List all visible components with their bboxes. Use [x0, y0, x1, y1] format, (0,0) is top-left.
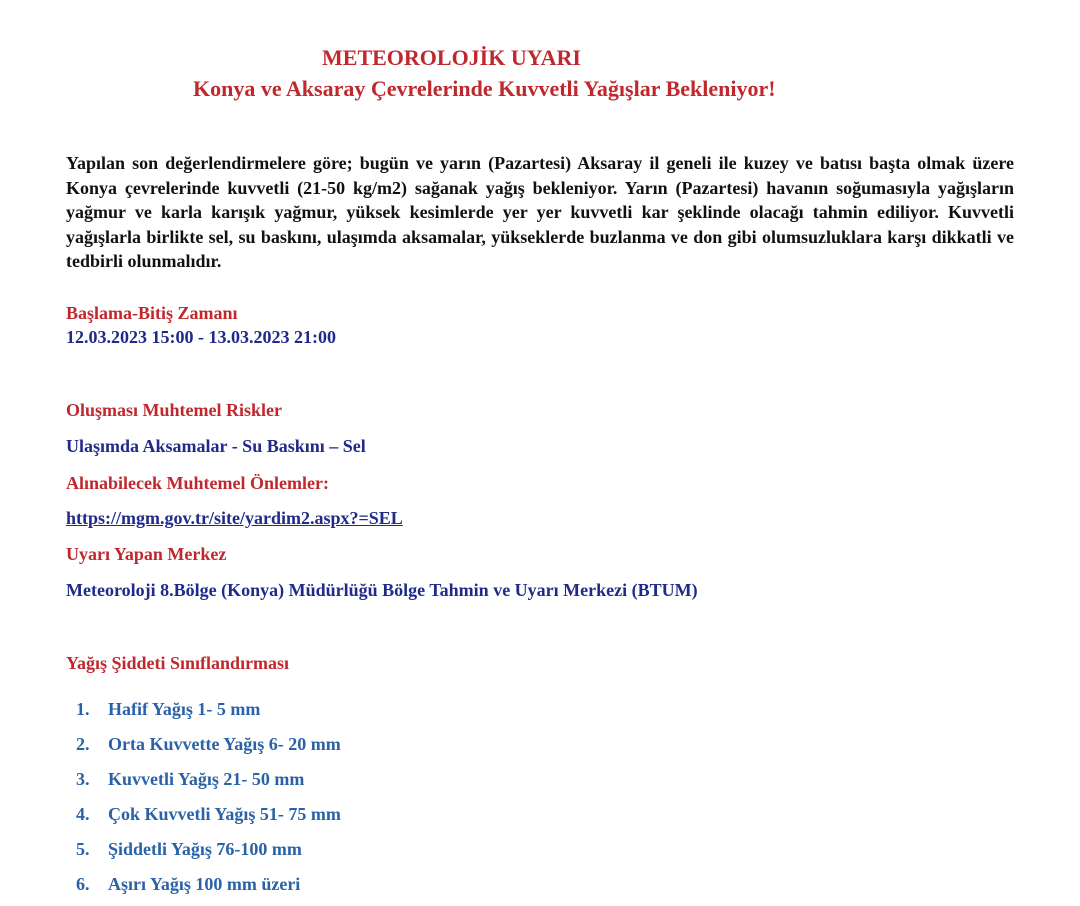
list-item-text: Kuvvetli Yağış 21- 50 mm — [108, 769, 305, 789]
risks-label: Oluşması Muhtemel Riskler — [66, 400, 282, 420]
risks-value: Ulaşımda Aksamalar - Su Baskını – Sel — [66, 436, 366, 456]
list-item-text: Orta Kuvvette Yağış 6- 20 mm — [108, 734, 341, 754]
list-item-text: Aşırı Yağış 100 mm üzeri — [108, 874, 301, 894]
list-item-text: Çok Kuvvetli Yağış 51- 75 mm — [108, 804, 341, 824]
precautions-link[interactable]: https://mgm.gov.tr/site/yardim2.aspx?=SEL — [66, 508, 403, 528]
document-subtitle: Konya ve Aksaray Çevrelerinde Kuvvetli Yağışlar Bekleniyor! — [193, 76, 776, 101]
list-item — [76, 836, 341, 871]
warning-body-text: Yapılan son değerlendirmelere göre; bugün ve yarın (Pazartesi) Aksaray il geneli ile kuzey ve batısı başta olmak üzere Konya çevrelerinde kuvvetli (21-50 kg/m2) sağanak yağış bekleniyor. Yarın (Pazartesi) havanın soğumasıyla yağışların yağmur ve karla karışık yağmur, yüksek kesimlerde yer yer kuvvetli kar şeklinde olacağı tahmin ediliyor. Kuvvetli yağışlarla birlikte sel, su baskını, ulaşımda aksamalar, yükseklerde buzlanma ve don gibi olumsuzluklara karşı dikkatli ve tedbirli olunmalıdır. — [66, 153, 1014, 271]
list-item — [76, 871, 341, 906]
classification-label: Yağış Şiddeti Sınıflandırması — [66, 653, 290, 673]
list-item — [76, 696, 341, 731]
list-item-number: 5. — [76, 839, 90, 859]
list-item — [76, 766, 341, 801]
issuer-label: Uyarı Yapan Merkez — [66, 544, 227, 564]
list-item — [76, 731, 341, 766]
list-item-number: 1. — [76, 699, 90, 719]
list-item-number: 2. — [76, 734, 90, 754]
list-item-text: Hafif Yağış 1- 5 mm — [108, 699, 261, 719]
list-item — [76, 801, 341, 836]
list-item-number: 3. — [76, 769, 90, 789]
timing-value: 12.03.2023 15:00 - 13.03.2023 21:00 — [66, 327, 336, 347]
list-item-number: 4. — [76, 804, 90, 824]
list-item-number: 6. — [76, 874, 90, 894]
list-item-text: Şiddetli Yağış 76-100 mm — [108, 839, 302, 859]
issuer-value: Meteoroloji 8.Bölge (Konya) Müdürlüğü Bölge Tahmin ve Uyarı Merkezi (BTUM) — [66, 580, 698, 600]
document-title: METEOROLOJİK UYARI — [322, 45, 581, 70]
timing-label: Başlama-Bitiş Zamanı — [66, 303, 238, 323]
precautions-label: Alınabilecek Muhtemel Önlemler: — [66, 473, 329, 493]
precipitation-classification-list — [76, 696, 341, 906]
